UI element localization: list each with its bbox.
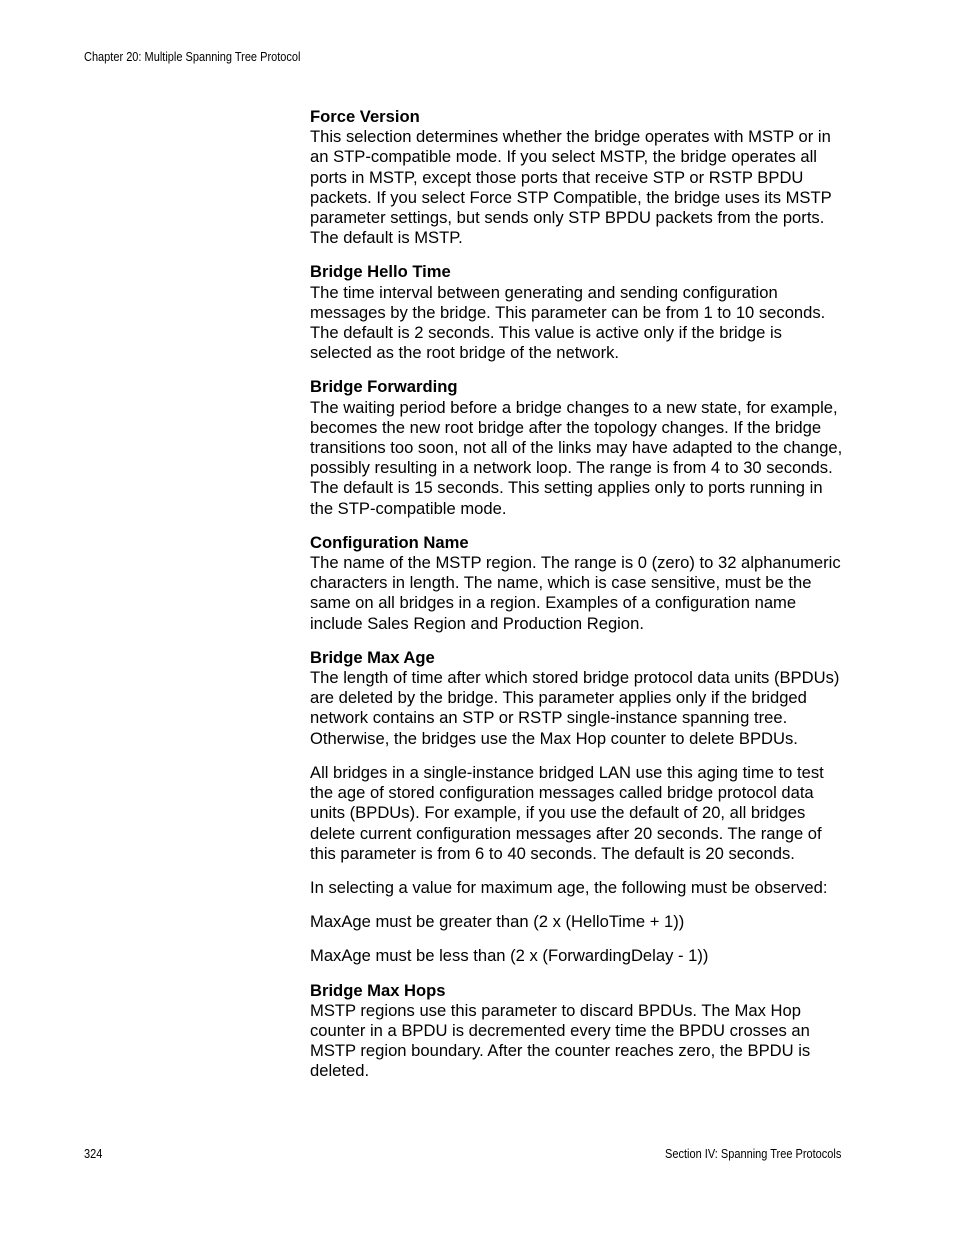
entry-text: The name of the MSTP region. The range is 0 (zero) to 32 alphanumeric characters in length. The name, which is case sensitive, must be the same on all bridges in a region. Examples of a configuration name include Sales Region and Production Region.	[310, 553, 841, 633]
entry-text: The waiting period before a bridge changes to a new state, for example, becomes the new root bridge after the topology changes. If the bridge transitions too soon, not all of the links may have adapted to the change, possibly resulting in a network loop. The range is from 4 to 30 seconds. The default is 15 seconds. This setting applies only to ports running in the STP-compatible mode.	[310, 397, 843, 518]
entry-bridge-max-age	[310, 648, 845, 749]
entry-text: The time interval between generating and sending configuration messages by the bridge. This parameter can be from 1 to 10 seconds. The default is 2 seconds. This value is active only if the bridge is selected as the root bridge of the network.	[310, 282, 826, 363]
entry-text: The length of time after which stored bridge protocol data units (BPDUs) are deleted by the bridge. This parameter applies only if the bridged network contains an STP or RSTP single-instance spanning tree. Otherwise, the bridges use the Max Hop counter to delete BPDUs.	[310, 668, 840, 748]
paragraph-rule-hello-time: MaxAge must be greater than (2 x (HelloTime + 1))	[310, 912, 685, 932]
entry-title: Bridge Max Hops	[310, 980, 446, 1000]
entry-title: Bridge Hello Time	[310, 262, 451, 282]
paragraph-max-age-intro: In selecting a value for maximum age, the following must be observed:	[310, 877, 828, 897]
entry-title: Configuration Name	[310, 532, 469, 552]
paragraph-aging-time: All bridges in a single-instance bridged LAN use this aging time to test the age of stored configuration messages called bridge protocol data units (BPDUs). For example, if you use the default of 20, all bridges delete current configuration messages after 20 seconds. The range of this parameter is from 6 to 40 seconds. The default is 20 seconds.	[310, 762, 824, 863]
page-body	[310, 107, 845, 1096]
entry-bridge-max-hops	[310, 981, 845, 1082]
entry-title: Bridge Max Age	[310, 647, 435, 667]
entry-bridge-forwarding	[310, 377, 845, 518]
running-header: Chapter 20: Multiple Spanning Tree Protocol	[84, 50, 301, 64]
section-title: Section IV: Spanning Tree Protocols	[664, 1147, 841, 1161]
page-number: 324	[84, 1147, 103, 1161]
entry-force-version	[310, 107, 845, 248]
entry-text: MSTP regions use this parameter to discard BPDUs. The Max Hop counter in a BPDU is decremented every time the BPDU crosses an MSTP region boundary. After the counter reaches zero, the BPDU is deleted.	[310, 1000, 811, 1081]
entry-bridge-hello-time	[310, 262, 845, 363]
entry-text: This selection determines whether the bridge operates with MSTP or in an STP-compatible mode. If you select MSTP, the bridge operates all ports in MSTP, except those ports that receive STP or RSTP BPDU packets. If you select Force STP Compatible, the bridge uses its MSTP parameter settings, but sends only STP BPDU packets from the ports. The default is MSTP.	[310, 127, 832, 248]
entry-title: Bridge Forwarding	[310, 377, 458, 397]
entry-configuration-name	[310, 533, 845, 634]
entry-title: Force Version	[310, 107, 420, 126]
paragraph-rule-forwarding-delay: MaxAge must be less than (2 x (ForwardingDelay - 1))	[310, 946, 709, 966]
